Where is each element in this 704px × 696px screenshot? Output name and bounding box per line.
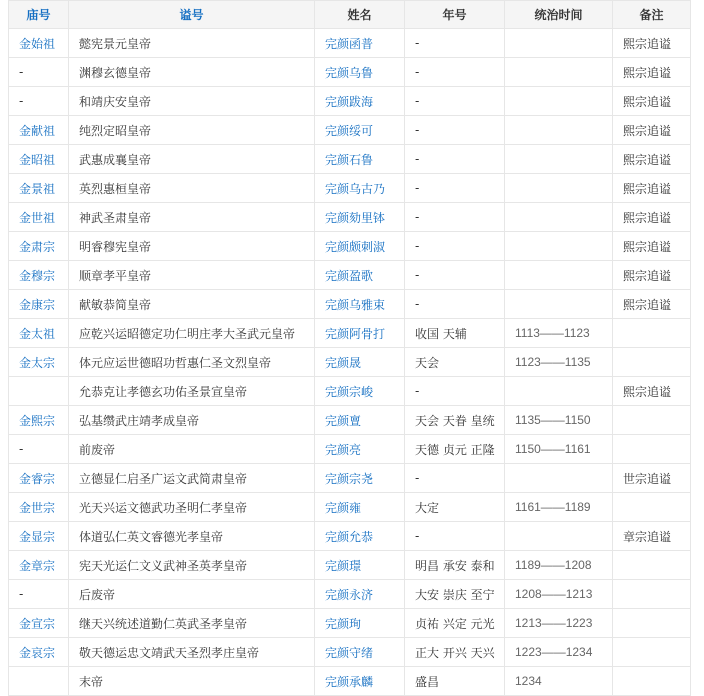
posthumous-name-cell: 继天兴统述道勤仁英武圣孝皇帝 — [69, 609, 315, 638]
era-name-cell: - — [405, 145, 505, 174]
posthumous-name-cell: 体道弘仁英文睿德光孝皇帝 — [69, 522, 315, 551]
temple-name-cell[interactable]: 金睿宗 — [9, 464, 69, 493]
era-name-cell: 大定 — [405, 493, 505, 522]
note-cell — [613, 406, 691, 435]
table-row — [9, 609, 691, 638]
note-cell: 世宗追谥 — [613, 464, 691, 493]
temple-name-cell[interactable]: 金世宗 — [9, 493, 69, 522]
personal-name-link[interactable]: 完颜石鲁 — [315, 145, 405, 174]
personal-name-link[interactable]: 完颜承麟 — [315, 667, 405, 696]
personal-name-link[interactable]: 完颜宗尧 — [315, 464, 405, 493]
note-cell — [613, 435, 691, 464]
personal-name-link[interactable]: 完颜晟 — [315, 348, 405, 377]
temple-name-cell — [9, 667, 69, 696]
note-cell: 熙宗追谥 — [613, 174, 691, 203]
reign-period-cell — [505, 290, 613, 319]
reign-period-cell: 1113——1123 — [505, 319, 613, 348]
posthumous-name-cell: 立德显仁启圣广运文武简肃皇帝 — [69, 464, 315, 493]
personal-name-link[interactable]: 完颜珣 — [315, 609, 405, 638]
note-cell — [613, 551, 691, 580]
personal-name-link[interactable]: 完颜颇刺淑 — [315, 232, 405, 261]
temple-name-cell[interactable]: 金熙宗 — [9, 406, 69, 435]
note-cell: 熙宗追谥 — [613, 261, 691, 290]
era-name-cell: - — [405, 203, 505, 232]
table-row — [9, 290, 691, 319]
temple-name-cell — [9, 377, 69, 406]
temple-name-cell: - — [9, 580, 69, 609]
reign-period-cell — [505, 116, 613, 145]
reign-period-cell — [505, 87, 613, 116]
reign-period-cell — [505, 464, 613, 493]
posthumous-name-cell: 光天兴运文德武功圣明仁孝皇帝 — [69, 493, 315, 522]
reign-period-cell: 1189——1208 — [505, 551, 613, 580]
temple-name-cell: - — [9, 58, 69, 87]
temple-name-cell[interactable]: 金显宗 — [9, 522, 69, 551]
temple-name-cell[interactable]: 金景祖 — [9, 174, 69, 203]
temple-name-cell[interactable]: 金康宗 — [9, 290, 69, 319]
personal-name-link[interactable]: 完颜阿骨打 — [315, 319, 405, 348]
posthumous-name-cell: 末帝 — [69, 667, 315, 696]
note-cell: 熙宗追谥 — [613, 58, 691, 87]
header-era-name: 年号 — [405, 1, 505, 29]
temple-name-cell: - — [9, 87, 69, 116]
posthumous-name-cell: 英烈惠桓皇帝 — [69, 174, 315, 203]
note-cell — [613, 609, 691, 638]
posthumous-name-cell: 纯烈定昭皇帝 — [69, 116, 315, 145]
era-name-cell: 天德 贞元 正隆 — [405, 435, 505, 464]
header-posthumous-name[interactable]: 谥号 — [69, 1, 315, 29]
reign-period-cell: 1123——1135 — [505, 348, 613, 377]
temple-name-cell[interactable]: 金世祖 — [9, 203, 69, 232]
emperors-table — [8, 0, 691, 696]
note-cell — [613, 580, 691, 609]
posthumous-name-cell: 神武圣肃皇帝 — [69, 203, 315, 232]
table-row — [9, 58, 691, 87]
era-name-cell: 天会 天眷 皇统 — [405, 406, 505, 435]
era-name-cell: - — [405, 232, 505, 261]
personal-name-link[interactable]: 完颜绥可 — [315, 116, 405, 145]
table-row — [9, 261, 691, 290]
table-row — [9, 551, 691, 580]
posthumous-name-cell: 前废帝 — [69, 435, 315, 464]
temple-name-cell[interactable]: 金章宗 — [9, 551, 69, 580]
personal-name-link[interactable]: 完颜雍 — [315, 493, 405, 522]
note-cell: 熙宗追谥 — [613, 232, 691, 261]
temple-name-cell[interactable]: 金太宗 — [9, 348, 69, 377]
table-row — [9, 145, 691, 174]
note-cell: 熙宗追谥 — [613, 87, 691, 116]
table-row — [9, 638, 691, 667]
posthumous-name-cell: 武惠成襄皇帝 — [69, 145, 315, 174]
personal-name-link[interactable]: 完颜乌鲁 — [315, 58, 405, 87]
table-row — [9, 406, 691, 435]
posthumous-name-cell: 应乾兴运昭德定功仁明庄孝大圣武元皇帝 — [69, 319, 315, 348]
personal-name-link[interactable]: 完颜劾里钵 — [315, 203, 405, 232]
note-cell — [613, 493, 691, 522]
table-row — [9, 580, 691, 609]
reign-period-cell — [505, 261, 613, 290]
table-row — [9, 435, 691, 464]
note-cell: 熙宗追谥 — [613, 116, 691, 145]
table-row — [9, 232, 691, 261]
era-name-cell: 盛昌 — [405, 667, 505, 696]
table-row — [9, 348, 691, 377]
personal-name-link[interactable]: 完颜永济 — [315, 580, 405, 609]
temple-name-cell[interactable]: 金献祖 — [9, 116, 69, 145]
table-row — [9, 319, 691, 348]
personal-name-link[interactable]: 完颜守绪 — [315, 638, 405, 667]
reign-period-cell: 1234 — [505, 667, 613, 696]
posthumous-name-cell: 明睿穆宪皇帝 — [69, 232, 315, 261]
reign-period-cell — [505, 145, 613, 174]
reign-period-cell — [505, 203, 613, 232]
personal-name-link[interactable]: 完颜允恭 — [315, 522, 405, 551]
reign-period-cell — [505, 522, 613, 551]
era-name-cell: 收国 天辅 — [405, 319, 505, 348]
era-name-cell: - — [405, 290, 505, 319]
table-row — [9, 29, 691, 58]
posthumous-name-cell: 体元应运世德昭功哲惠仁圣文烈皇帝 — [69, 348, 315, 377]
posthumous-name-cell: 敬天德运忠文靖武天圣烈孝庄皇帝 — [69, 638, 315, 667]
temple-name-cell[interactable]: 金宣宗 — [9, 609, 69, 638]
personal-name-link[interactable]: 完颜璟 — [315, 551, 405, 580]
reign-period-cell: 1150——1161 — [505, 435, 613, 464]
era-name-cell: 天会 — [405, 348, 505, 377]
posthumous-name-cell: 宪天光运仁文义武神圣英孝皇帝 — [69, 551, 315, 580]
temple-name-cell[interactable]: 金穆宗 — [9, 261, 69, 290]
note-cell: 章宗追谥 — [613, 522, 691, 551]
posthumous-name-cell: 和靖庆安皇帝 — [69, 87, 315, 116]
reign-period-cell: 1213——1223 — [505, 609, 613, 638]
temple-name-cell[interactable]: 金哀宗 — [9, 638, 69, 667]
personal-name-link[interactable]: 完颜盈歌 — [315, 261, 405, 290]
personal-name-link[interactable]: 完颜亮 — [315, 435, 405, 464]
era-name-cell: - — [405, 87, 505, 116]
table-row — [9, 87, 691, 116]
note-cell — [613, 319, 691, 348]
posthumous-name-cell: 后废帝 — [69, 580, 315, 609]
header-reign-period: 统治时间 — [505, 1, 613, 29]
era-name-cell: - — [405, 261, 505, 290]
era-name-cell: - — [405, 58, 505, 87]
note-cell: 熙宗追谥 — [613, 377, 691, 406]
era-name-cell: - — [405, 377, 505, 406]
era-name-cell: 明昌 承安 泰和 — [405, 551, 505, 580]
posthumous-name-cell: 渊穆玄德皇帝 — [69, 58, 315, 87]
reign-period-cell: 1223——1234 — [505, 638, 613, 667]
personal-name-link[interactable]: 完颜函普 — [315, 29, 405, 58]
temple-name-cell: - — [9, 435, 69, 464]
temple-name-cell[interactable]: 金肃宗 — [9, 232, 69, 261]
posthumous-name-cell: 允恭克让孝德玄功佑圣景宣皇帝 — [69, 377, 315, 406]
table-row — [9, 493, 691, 522]
posthumous-name-cell: 懿宪景元皇帝 — [69, 29, 315, 58]
era-name-cell: - — [405, 522, 505, 551]
posthumous-name-cell: 弘基缵武庄靖孝成皇帝 — [69, 406, 315, 435]
note-cell — [613, 348, 691, 377]
era-name-cell: 正大 开兴 天兴 — [405, 638, 505, 667]
era-name-cell: - — [405, 29, 505, 58]
reign-period-cell — [505, 29, 613, 58]
personal-name-link[interactable]: 完颜亶 — [315, 406, 405, 435]
era-name-cell: - — [405, 464, 505, 493]
reign-period-cell — [505, 232, 613, 261]
posthumous-name-cell: 顺章孝平皇帝 — [69, 261, 315, 290]
personal-name-link[interactable]: 完颜跋海 — [315, 87, 405, 116]
table-header-row — [9, 1, 691, 29]
reign-period-cell: 1161——1189 — [505, 493, 613, 522]
era-name-cell: 大安 崇庆 至宁 — [405, 580, 505, 609]
era-name-cell: - — [405, 174, 505, 203]
temple-name-cell[interactable]: 金始祖 — [9, 29, 69, 58]
era-name-cell: - — [405, 116, 505, 145]
personal-name-link[interactable]: 完颜乌雅束 — [315, 290, 405, 319]
temple-name-cell[interactable]: 金昭祖 — [9, 145, 69, 174]
header-note: 备注 — [613, 1, 691, 29]
table-row — [9, 116, 691, 145]
personal-name-link[interactable]: 完颜乌古乃 — [315, 174, 405, 203]
table-row — [9, 203, 691, 232]
reign-period-cell — [505, 377, 613, 406]
table-row — [9, 522, 691, 551]
reign-period-cell — [505, 174, 613, 203]
reign-period-cell: 1208——1213 — [505, 580, 613, 609]
reign-period-cell: 1135——1150 — [505, 406, 613, 435]
posthumous-name-cell: 献敏恭简皇帝 — [69, 290, 315, 319]
note-cell: 熙宗追谥 — [613, 290, 691, 319]
table-row — [9, 377, 691, 406]
note-cell — [613, 638, 691, 667]
header-temple-name[interactable]: 庙号 — [9, 1, 69, 29]
table-row — [9, 174, 691, 203]
temple-name-cell[interactable]: 金太祖 — [9, 319, 69, 348]
table-row — [9, 667, 691, 696]
header-personal-name: 姓名 — [315, 1, 405, 29]
reign-period-cell — [505, 58, 613, 87]
note-cell: 熙宗追谥 — [613, 203, 691, 232]
era-name-cell: 贞祐 兴定 元光 — [405, 609, 505, 638]
table-row — [9, 464, 691, 493]
note-cell: 熙宗追谥 — [613, 145, 691, 174]
note-cell — [613, 667, 691, 696]
personal-name-link[interactable]: 完颜宗峻 — [315, 377, 405, 406]
note-cell: 熙宗追谥 — [613, 29, 691, 58]
